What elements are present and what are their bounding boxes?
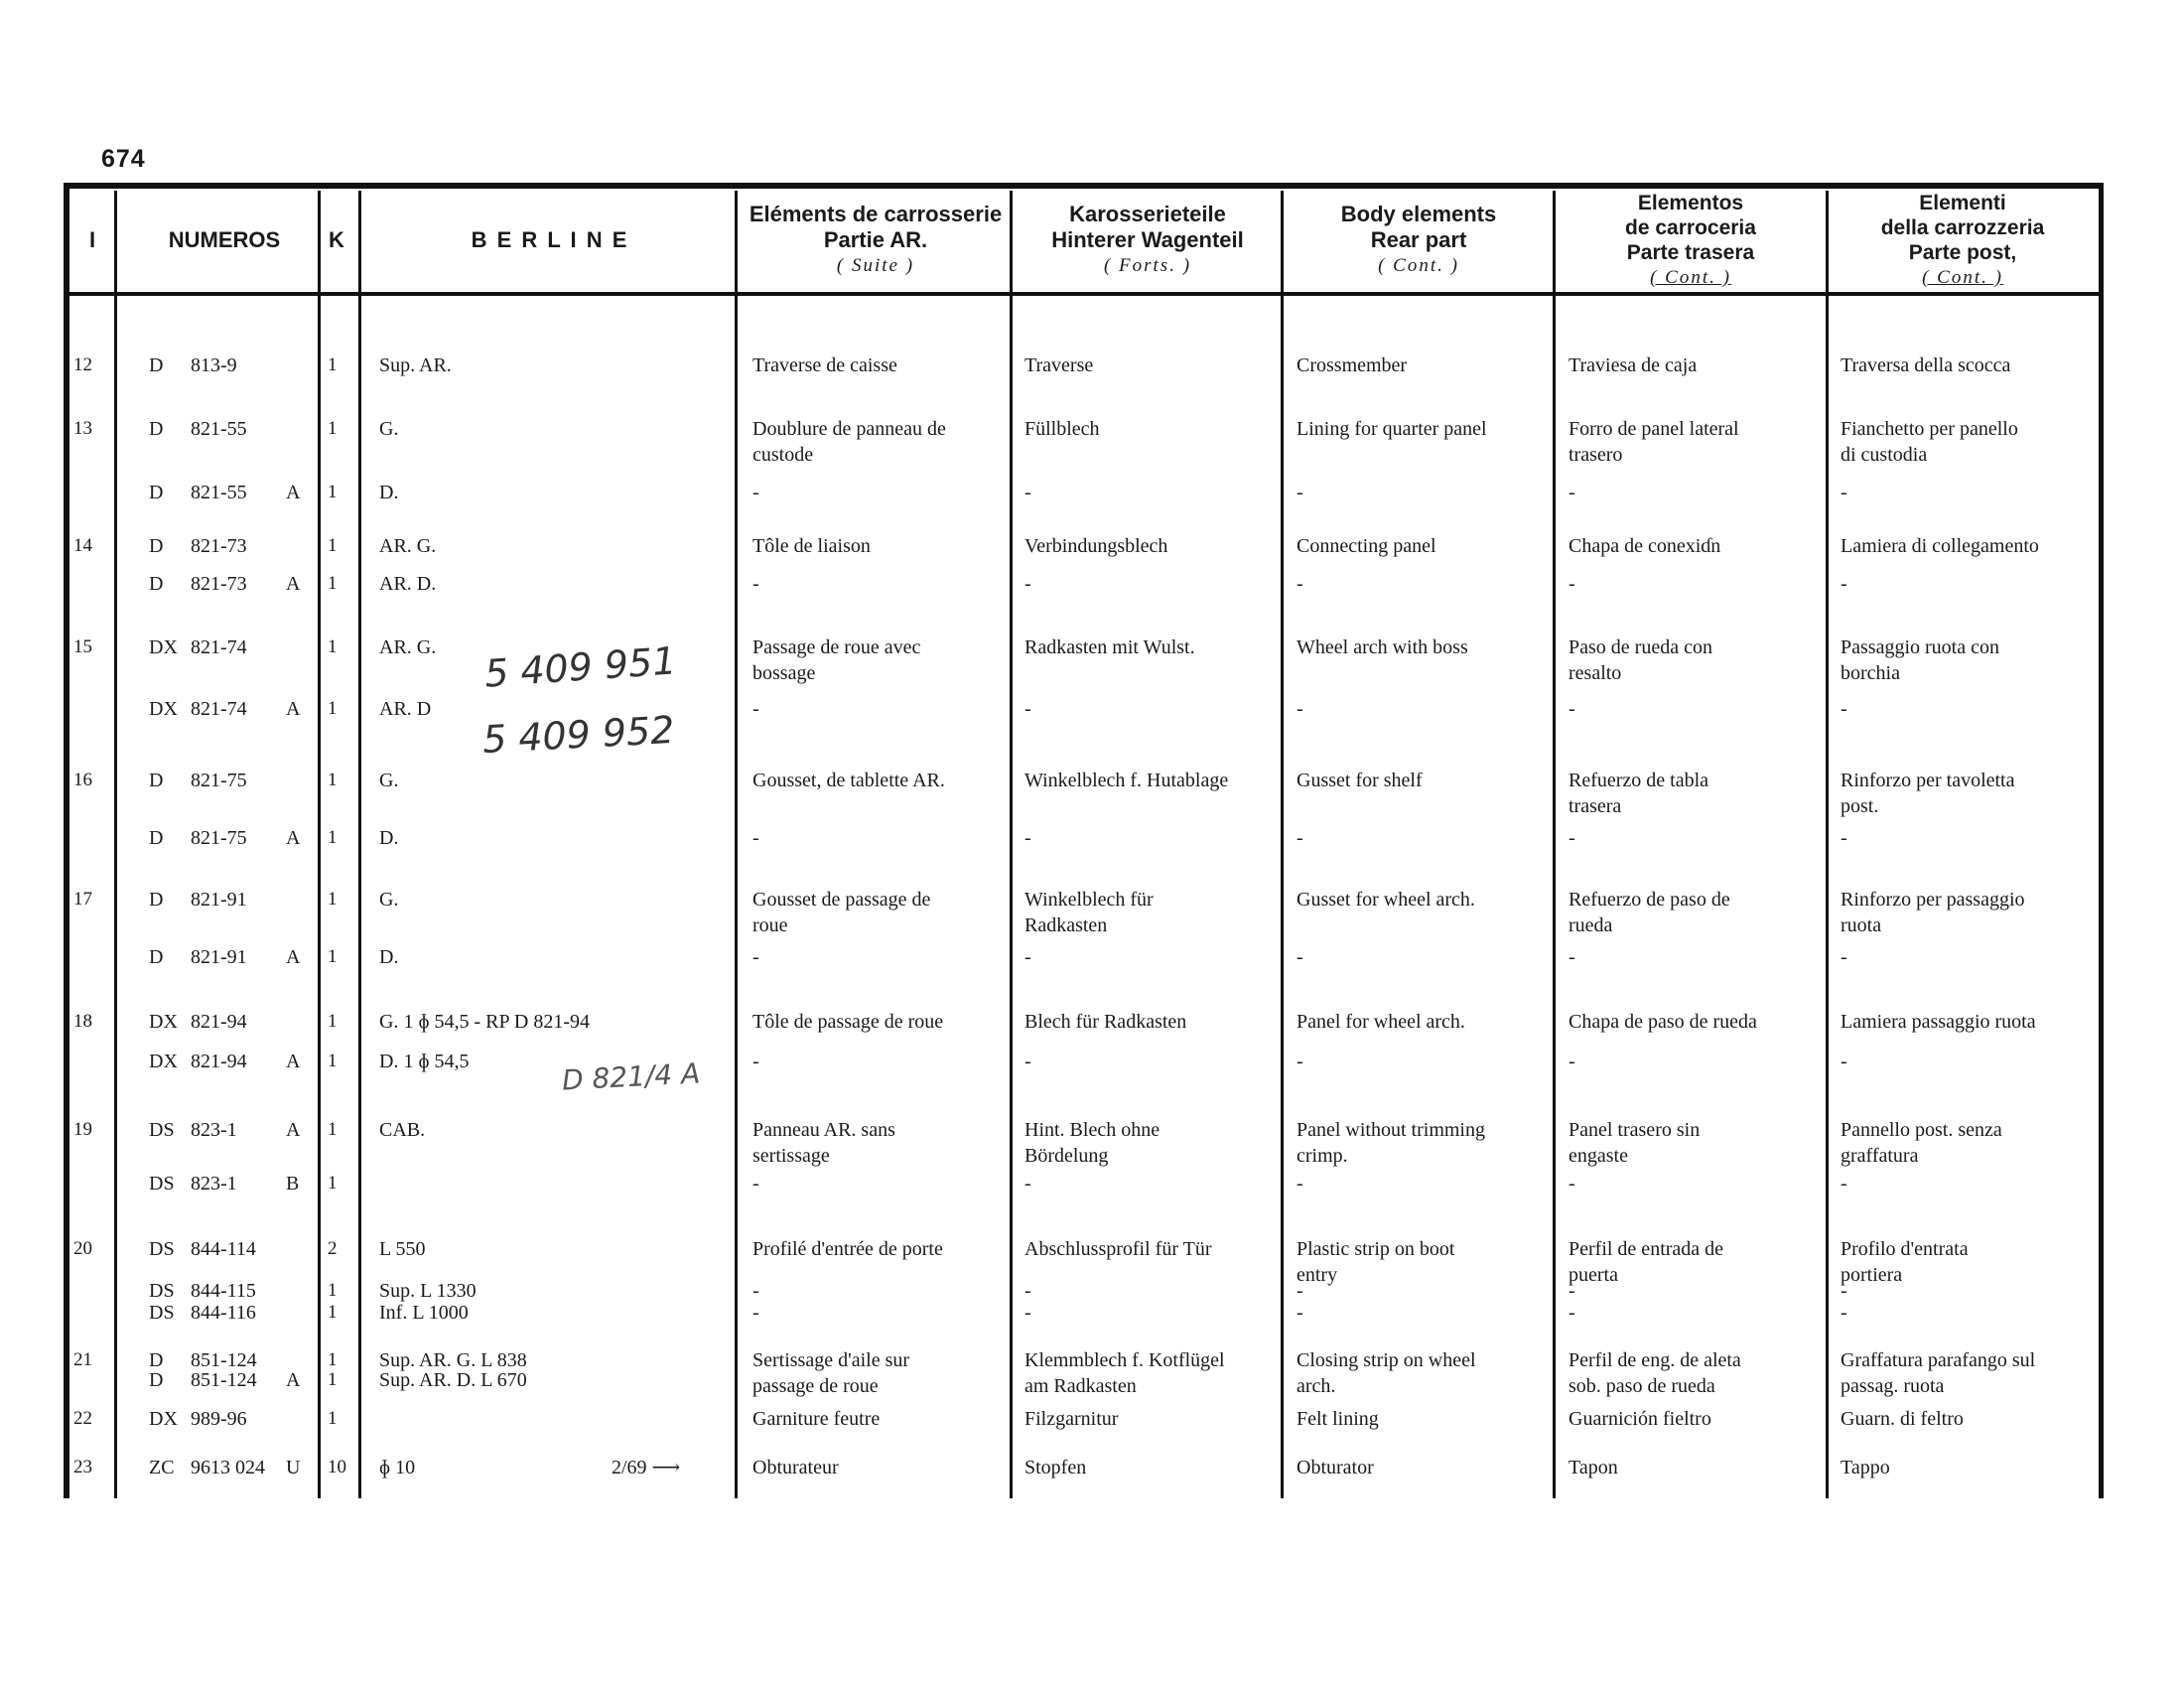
desc-german: - xyxy=(1024,698,1031,720)
desc-english: Felt lining xyxy=(1297,1408,1379,1430)
desc-french: Traverse de caisse xyxy=(752,354,897,376)
part-prefix: D xyxy=(149,418,164,440)
quantity: 2 xyxy=(328,1238,338,1259)
desc-italian: Traversa della scocca xyxy=(1841,354,2011,376)
part-prefix: D xyxy=(149,946,164,968)
part-prefix: D xyxy=(149,1369,164,1391)
quantity: 1 xyxy=(328,1302,338,1323)
desc-german: - xyxy=(1024,1173,1031,1195)
desc-english: Lining for quarter panel xyxy=(1297,418,1487,440)
berline-spec: G. xyxy=(379,889,399,911)
part-suffix: A xyxy=(286,698,301,720)
desc-spanish: - xyxy=(1569,698,1575,720)
berline-spec: AR. D. xyxy=(379,573,437,595)
part-number: 844-114 xyxy=(191,1238,256,1260)
desc-italian: Tappo xyxy=(1841,1457,1890,1478)
desc-french: Gousset, de tablette AR. xyxy=(752,770,945,791)
column-divider xyxy=(318,191,321,1498)
part-prefix: DX xyxy=(149,1011,178,1033)
header-divider xyxy=(68,292,2104,296)
header-col-berline: B E R L I N E xyxy=(471,227,629,252)
row-index: 12 xyxy=(73,354,92,375)
part-number: 844-115 xyxy=(191,1280,256,1302)
desc-italian: - xyxy=(1841,482,1847,503)
table-top-border xyxy=(68,183,2104,189)
header-col-de: Karosserieteile Hinterer Wagenteil ( Forts. ) xyxy=(1051,202,1244,276)
desc-italian: Lamiera di collegamento xyxy=(1841,535,2039,557)
quantity: 1 xyxy=(328,946,338,967)
desc-german: Winkelblech f. Hutablage xyxy=(1024,770,1229,791)
berline-spec: CAB. xyxy=(379,1119,426,1141)
header-col-it: Elementi della carrozzeria Parte post, ( Cont. ) xyxy=(1880,192,2045,288)
part-prefix: DS xyxy=(149,1238,175,1260)
part-number: 823-1 xyxy=(191,1119,237,1141)
header-col-es: Elementos de carroceria Parte trasera ( Cont. ) xyxy=(1625,192,1756,288)
desc-spanish: Perfil de eng. de aleta sob. paso de rueda xyxy=(1569,1349,1741,1397)
desc-english: - xyxy=(1297,1051,1303,1072)
desc-italian: Guarn. di feltro xyxy=(1841,1408,1964,1430)
part-prefix: DS xyxy=(149,1173,175,1195)
desc-spanish: - xyxy=(1569,827,1575,849)
part-number: 844-116 xyxy=(191,1302,256,1324)
row-index: 18 xyxy=(73,1011,92,1032)
part-prefix: D xyxy=(149,482,164,503)
desc-spanish: Refuerzo de paso de rueda xyxy=(1569,889,1730,936)
desc-spanish: Chapa de paso de rueda xyxy=(1569,1011,1757,1033)
desc-french: Doublure de panneau de custode xyxy=(752,418,946,466)
quantity: 1 xyxy=(328,1051,338,1071)
berline-spec: Sup. AR. D. L 670 xyxy=(379,1369,527,1391)
desc-spanish: - xyxy=(1569,1051,1575,1072)
part-prefix: D xyxy=(149,354,164,376)
desc-english: Connecting panel xyxy=(1297,535,1436,557)
column-divider xyxy=(1010,191,1013,1498)
desc-italian: - xyxy=(1841,1173,1847,1195)
berline-spec: D. xyxy=(379,827,399,849)
desc-spanish: Guarnición fieltro xyxy=(1569,1408,1711,1430)
header-col-k: K xyxy=(329,227,344,252)
header-col-numeros: NUMEROS xyxy=(168,227,281,252)
desc-french: Panneau AR. sans sertissage xyxy=(752,1119,895,1167)
berline-spec: G. 1 ɸ 54,5 - RP D 821-94 xyxy=(379,1011,590,1033)
part-number: 821-91 xyxy=(191,889,247,911)
desc-german: - xyxy=(1024,1051,1031,1072)
part-prefix: DX xyxy=(149,1408,178,1430)
desc-italian: Fianchetto per panello di custodia xyxy=(1841,418,2018,466)
quantity: 1 xyxy=(328,889,338,910)
desc-italian: Graffatura parafango sul passag. ruota xyxy=(1841,1349,2036,1397)
desc-spanish: - xyxy=(1569,482,1575,503)
desc-french: - xyxy=(752,827,759,849)
part-number: 821-75 xyxy=(191,827,247,849)
part-number: 821-55 xyxy=(191,418,247,440)
desc-spanish: Chapa de conexiɗn xyxy=(1569,535,1721,557)
part-prefix: D xyxy=(149,535,164,557)
desc-french: Tôle de passage de roue xyxy=(752,1011,944,1033)
quantity: 1 xyxy=(328,770,338,790)
quantity: 1 xyxy=(328,827,338,848)
row-index: 20 xyxy=(73,1238,92,1259)
desc-italian: - xyxy=(1841,1302,1847,1324)
desc-german: - xyxy=(1024,1302,1031,1324)
desc-french: Profilé d'entrée de porte xyxy=(752,1238,943,1260)
quantity: 1 xyxy=(328,354,338,375)
part-number: 989-96 xyxy=(191,1408,247,1430)
desc-spanish: Forro de panel lateral trasero xyxy=(1569,418,1739,466)
desc-english: Gusset for shelf xyxy=(1297,770,1423,791)
quantity: 1 xyxy=(328,636,338,657)
desc-spanish: Tapon xyxy=(1569,1457,1618,1478)
desc-french: - xyxy=(752,482,759,503)
part-suffix: A xyxy=(286,1051,301,1072)
header-col-en: Body elements Rear part ( Cont. ) xyxy=(1340,202,1497,276)
part-number: 823-1 xyxy=(191,1173,237,1195)
quantity: 1 xyxy=(328,1408,338,1429)
part-suffix: A xyxy=(286,482,301,503)
desc-italian: Profilo d'entrata portiera xyxy=(1841,1238,1969,1286)
desc-french: - xyxy=(752,573,759,595)
quantity: 1 xyxy=(328,1369,338,1390)
part-suffix: B xyxy=(286,1173,300,1195)
quantity: 1 xyxy=(328,1011,338,1032)
desc-english: - xyxy=(1297,482,1303,503)
part-prefix: D xyxy=(149,770,164,791)
part-prefix: DX xyxy=(149,698,178,720)
berline-spec: G. xyxy=(379,770,399,791)
desc-french: - xyxy=(752,1051,759,1072)
quantity: 1 xyxy=(328,1280,338,1301)
part-number: 821-74 xyxy=(191,698,247,720)
desc-french: Tôle de liaison xyxy=(752,535,871,557)
header-col-i: I xyxy=(88,227,96,252)
berline-spec: G. xyxy=(379,418,399,440)
quantity: 1 xyxy=(328,482,338,502)
quantity: 1 xyxy=(328,1173,338,1194)
desc-italian: Rinforzo per passaggio ruota xyxy=(1841,889,2025,936)
desc-english: Gusset for wheel arch. xyxy=(1297,889,1475,911)
desc-german: Abschlussprofil für Tür xyxy=(1024,1238,1212,1260)
quantity: 10 xyxy=(328,1457,346,1477)
part-prefix: DX xyxy=(149,1051,178,1072)
row-index: 22 xyxy=(73,1408,92,1429)
desc-english: Wheel arch with boss xyxy=(1297,636,1468,658)
desc-french: Obturateur xyxy=(752,1457,839,1478)
berline-spec: Sup. AR. xyxy=(379,354,452,376)
desc-spanish: Panel trasero sin engaste xyxy=(1569,1119,1701,1167)
desc-english: Panel for wheel arch. xyxy=(1297,1011,1465,1033)
desc-italian: Pannello post. senza graffatura xyxy=(1841,1119,2002,1167)
berline-spec: ɸ 10 xyxy=(379,1457,416,1478)
desc-english: - xyxy=(1297,946,1303,968)
part-number: 821-73 xyxy=(191,573,247,595)
desc-french: - xyxy=(752,1173,759,1195)
desc-spanish: - xyxy=(1569,573,1575,595)
desc-spanish: Perfil de entrada de puerta xyxy=(1569,1238,1724,1286)
desc-german: Filzgarnitur xyxy=(1024,1408,1119,1430)
desc-italian: Lamiera passaggio ruota xyxy=(1841,1011,2036,1033)
berline-spec: L 550 xyxy=(379,1238,426,1260)
desc-english: - xyxy=(1297,1280,1303,1302)
berline-spec: AR. G. xyxy=(379,535,437,557)
quantity: 1 xyxy=(328,573,338,594)
desc-english: - xyxy=(1297,1302,1303,1324)
desc-german: Verbindungsblech xyxy=(1024,535,1168,557)
quantity: 1 xyxy=(328,418,338,439)
desc-english: Plastic strip on boot entry xyxy=(1297,1238,1455,1286)
part-suffix: U xyxy=(286,1457,301,1478)
desc-english: Crossmember xyxy=(1297,354,1408,376)
part-suffix: A xyxy=(286,1369,301,1391)
berline-spec: AR. G. xyxy=(379,636,437,658)
table-left-border xyxy=(64,183,69,1498)
part-number: 851-124 xyxy=(191,1369,257,1391)
row-index: 23 xyxy=(73,1457,92,1477)
part-prefix: DX xyxy=(149,636,178,658)
desc-spanish: Traviesa de caja xyxy=(1569,354,1698,376)
desc-german: Hint. Blech ohne Bördelung xyxy=(1024,1119,1160,1167)
desc-german: Klemmblech f. Kotflügel am Radkasten xyxy=(1024,1349,1225,1397)
handwritten-note-2: 5 409 952 xyxy=(480,707,676,763)
row-index: 19 xyxy=(73,1119,92,1140)
desc-spanish: - xyxy=(1569,946,1575,968)
desc-spanish: - xyxy=(1569,1280,1575,1302)
desc-french: Passage de roue avec bossage xyxy=(752,636,921,684)
row-index: 13 xyxy=(73,418,92,439)
column-divider xyxy=(1553,191,1556,1498)
part-number: 821-94 xyxy=(191,1011,247,1033)
handwritten-note-3: D 821/4 A xyxy=(561,1056,701,1097)
part-number: 851-124 xyxy=(191,1349,257,1371)
part-suffix: A xyxy=(286,946,301,968)
desc-german: - xyxy=(1024,827,1031,849)
desc-english: - xyxy=(1297,573,1303,595)
desc-french: - xyxy=(752,1302,759,1324)
part-number: 821-74 xyxy=(191,636,247,658)
desc-german: Traverse xyxy=(1024,354,1094,376)
desc-italian: Passaggio ruota con borchia xyxy=(1841,636,1999,684)
desc-english: Closing strip on wheel arch. xyxy=(1297,1349,1476,1397)
quantity: 1 xyxy=(328,1119,338,1140)
row-index: 16 xyxy=(73,770,92,790)
part-prefix: DS xyxy=(149,1302,175,1324)
desc-german: Radkasten mit Wulst. xyxy=(1024,636,1195,658)
desc-french: Gousset de passage de roue xyxy=(752,889,931,936)
part-prefix: D xyxy=(149,573,164,595)
date-note: 2/69 ⟶ xyxy=(612,1457,681,1478)
part-number: 821-73 xyxy=(191,535,247,557)
part-prefix: DS xyxy=(149,1119,175,1141)
part-number: 821-94 xyxy=(191,1051,247,1072)
part-number: 9613 024 xyxy=(191,1457,265,1478)
part-number: 821-75 xyxy=(191,770,247,791)
page-number: 674 xyxy=(101,145,146,173)
desc-italian: - xyxy=(1841,1051,1847,1072)
part-prefix: ZC xyxy=(149,1457,175,1478)
desc-german: - xyxy=(1024,482,1031,503)
desc-italian: - xyxy=(1841,698,1847,720)
table-right-border xyxy=(2099,183,2104,1498)
desc-italian: Rinforzo per tavoletta post. xyxy=(1841,770,2015,817)
desc-german: Stopfen xyxy=(1024,1457,1087,1478)
part-number: 821-91 xyxy=(191,946,247,968)
berline-spec: D. xyxy=(379,946,399,968)
desc-german: Füllblech xyxy=(1024,418,1100,440)
berline-spec: D. 1 ɸ 54,5 xyxy=(379,1051,470,1072)
desc-english: Panel without trimming crimp. xyxy=(1297,1119,1485,1167)
row-index: 14 xyxy=(73,535,92,556)
desc-spanish: Paso de rueda con resalto xyxy=(1569,636,1712,684)
row-index: 17 xyxy=(73,889,92,910)
desc-french: - xyxy=(752,946,759,968)
desc-german: - xyxy=(1024,573,1031,595)
part-suffix: A xyxy=(286,827,301,849)
part-number: 813-9 xyxy=(191,354,237,376)
desc-french: - xyxy=(752,1280,759,1302)
handwritten-note-1: 5 409 951 xyxy=(482,638,678,696)
desc-english: - xyxy=(1297,698,1303,720)
part-prefix: DS xyxy=(149,1280,175,1302)
quantity: 1 xyxy=(328,698,338,719)
desc-spanish: Refuerzo de tabla trasera xyxy=(1569,770,1709,817)
part-prefix: D xyxy=(149,1349,164,1371)
column-divider xyxy=(358,191,361,1498)
desc-spanish: - xyxy=(1569,1302,1575,1324)
desc-italian: - xyxy=(1841,573,1847,595)
desc-german: Winkelblech für Radkasten xyxy=(1024,889,1154,936)
quantity: 1 xyxy=(328,535,338,556)
part-prefix: D xyxy=(149,889,164,911)
column-divider xyxy=(735,191,738,1498)
desc-french: Garniture feutre xyxy=(752,1408,881,1430)
desc-italian: - xyxy=(1841,946,1847,968)
desc-italian: - xyxy=(1841,827,1847,849)
part-number: 821-55 xyxy=(191,482,247,503)
row-index: 21 xyxy=(73,1349,92,1370)
desc-german: - xyxy=(1024,1280,1031,1302)
desc-french: Sertissage d'aile sur passage de roue xyxy=(752,1349,910,1397)
berline-spec: Sup. AR. G. L 838 xyxy=(379,1349,527,1371)
berline-spec: Sup. L 1330 xyxy=(379,1280,477,1302)
desc-german: Blech für Radkasten xyxy=(1024,1011,1187,1033)
desc-english: - xyxy=(1297,827,1303,849)
header-col-fr: Eléments de carrosserie Partie AR. ( Suite ) xyxy=(749,202,1003,276)
part-suffix: A xyxy=(286,1119,301,1141)
part-prefix: D xyxy=(149,827,164,849)
berline-spec: Inf. L 1000 xyxy=(379,1302,469,1324)
quantity: 1 xyxy=(328,1349,338,1370)
column-divider xyxy=(114,191,117,1498)
desc-english: Obturator xyxy=(1297,1457,1374,1478)
berline-spec: AR. D xyxy=(379,698,432,720)
berline-spec: D. xyxy=(379,482,399,503)
row-index: 15 xyxy=(73,636,92,657)
desc-french: - xyxy=(752,698,759,720)
column-divider xyxy=(1281,191,1284,1498)
column-divider xyxy=(1826,191,1829,1498)
part-suffix: A xyxy=(286,573,301,595)
desc-english: - xyxy=(1297,1173,1303,1195)
desc-italian: - xyxy=(1841,1280,1847,1302)
parts-table xyxy=(64,183,2104,1498)
desc-spanish: - xyxy=(1569,1173,1575,1195)
desc-german: - xyxy=(1024,946,1031,968)
